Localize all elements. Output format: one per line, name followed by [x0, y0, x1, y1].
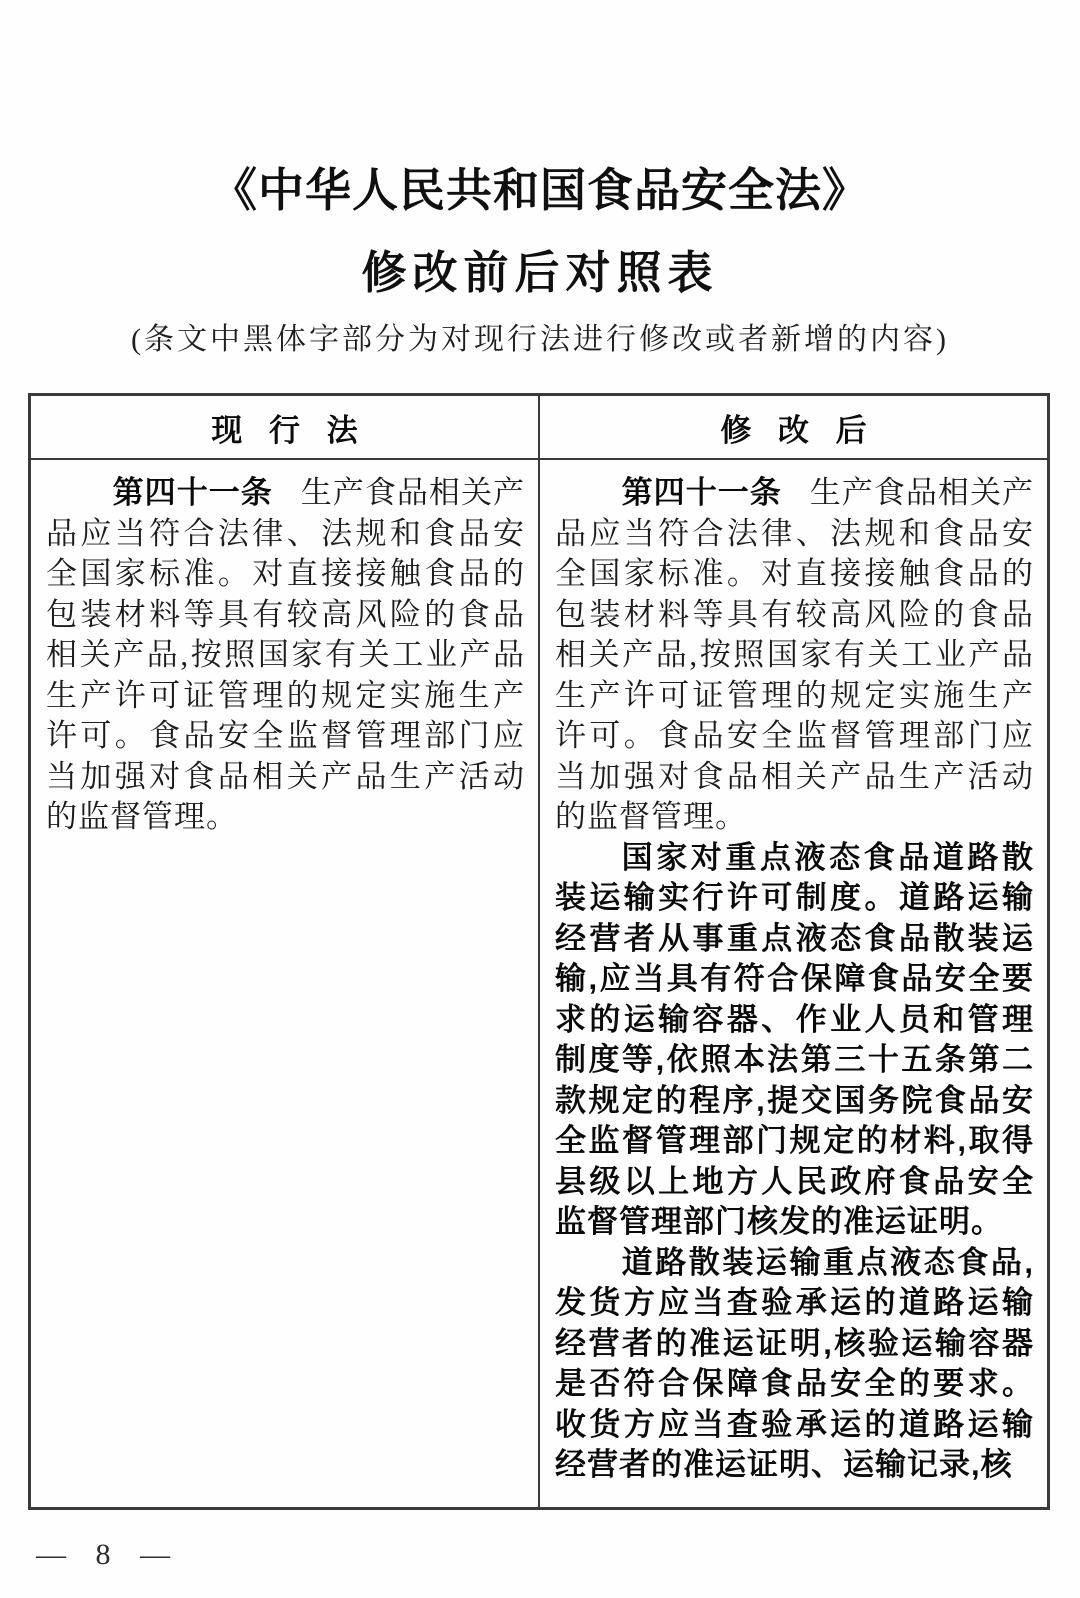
law-paragraph-added: 国家对重点液态食品道路散装运输实行许可制度。道路运输经营者从事重点液态食品散装运输,应当具有符合保障食品安全要求的运输容器、作业人员和管理制度等,依照本法第三十五条第二款规定的程序,提交国务院食品安全监督管理部门规定的材料,取得县级以上地方人民政府食品安全监督管理部门核发的准运证明。 — [555, 839, 1034, 1239]
document-note: (条文中黑体字部分为对现行法进行修改或者新增的内容) — [131, 323, 949, 356]
cell-revised — [540, 460, 1047, 1507]
cell-current-law — [31, 460, 540, 1507]
page-number: — 8 — — [36, 1538, 172, 1571]
table-header-row — [31, 396, 1047, 460]
law-paragraph-added: 道路散装运输重点液态食品,发货方应当查验承运的道路运输经营者的准运证明,核验运输容器是否符合保障食品安全的要求。收货方应当查验承运的道路运输经营者的准运证明、运输记录,核 — [555, 1244, 1034, 1482]
document-subtitle: 修改前后对照表 — [361, 248, 719, 298]
column-header-revised: 修 改 后 — [720, 412, 876, 448]
table-body-row — [31, 460, 1047, 1507]
law-paragraph: 第四十一条 生产食品相关产品应当符合法律、法规和食品安全国家标准。对直接接触食品的包装材料等具有较高风险的食品相关产品,按照国家有关工业产品生产许可证管理的规定实施生产许可。食品安全监督管理部门应当加强对食品相关产品生产活动的监督管理。 — [555, 475, 1035, 834]
article-number: 第四十一条 — [621, 475, 782, 510]
law-paragraph: 第四十一条 生产食品相关产品应当符合法律、法规和食品安全国家标准。对直接接触食品的包装材料等具有较高风险的食品相关产品,按照国家有关工业产品生产许可证管理的规定实施生产许可。食品安全监督管理部门应当加强对食品相关产品生产活动的监督管理。 — [46, 475, 526, 834]
comparison-table — [28, 393, 1050, 1510]
article-number: 第四十一条 — [112, 475, 273, 510]
document-title: 《中华人民共和国食品安全法》 — [211, 165, 869, 216]
column-header-current-law: 现 行 法 — [31, 396, 540, 458]
